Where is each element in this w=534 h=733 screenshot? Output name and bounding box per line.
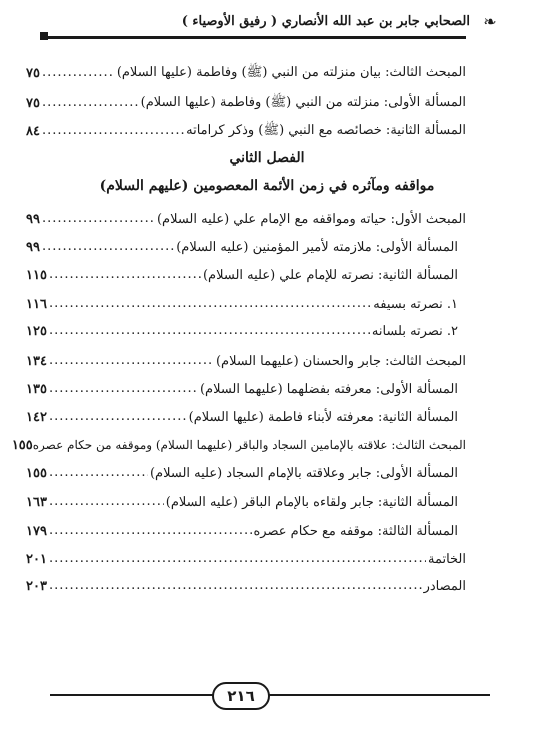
toc-entry bbox=[26, 575, 466, 597]
toc-entry bbox=[26, 548, 466, 570]
toc-entry-label: المسألة الثانية: جابر ولقاءه بالإمام الباقر (عليه السلام) bbox=[165, 494, 458, 510]
dot-leader bbox=[49, 296, 371, 312]
toc-entry-label: المبحث الثالث: بيان منزلته من النبي (ﷺ) وفاطمة (عليها السلام) bbox=[116, 64, 466, 80]
toc-entry-label: المسألة الأولى: معرفته بفضلهما (عليهما السلام) bbox=[199, 381, 458, 397]
dot-leader bbox=[49, 551, 426, 567]
toc-entry-page: ٩٩ bbox=[26, 239, 40, 255]
toc-entry-page: ١١٥ bbox=[26, 267, 47, 283]
toc-entry-label: المسألة الأولى: ملازمته لأمير المؤمنين (عليه السلام) bbox=[176, 239, 458, 255]
toc-entry-label: المسألة الأولى: جابر وعلاقته بالإمام السجاد (عليه السلام) bbox=[149, 465, 458, 481]
toc-entry-label: المبحث الأول: حياته ومواقفه مع الإمام علي (عليه السلام) bbox=[156, 211, 466, 227]
toc-entry bbox=[11, 434, 466, 456]
dot-leader bbox=[49, 267, 201, 283]
toc-entry bbox=[26, 264, 458, 286]
dot-leader bbox=[42, 123, 184, 139]
chapter-subtitle: مواقفه ومآثره في زمن الأئمة المعصومين (عليهم السلام) bbox=[99, 178, 435, 194]
toc-entry-page: ١٧٩ bbox=[26, 523, 47, 539]
toc-entry-page: ١٣٤ bbox=[26, 353, 47, 369]
footer-rule bbox=[50, 694, 490, 696]
toc-entry bbox=[26, 520, 458, 542]
toc-entry-page: ١٢٥ bbox=[26, 323, 47, 339]
toc-entry-label: ٢. نصرته بلسانه bbox=[371, 323, 458, 339]
toc-entry bbox=[26, 92, 466, 114]
dot-leader bbox=[42, 65, 115, 81]
dot-leader bbox=[49, 465, 148, 481]
toc-entry-page: ١١٦ bbox=[26, 296, 47, 312]
toc-entry-label: الخاتمة bbox=[427, 551, 466, 567]
dot-leader bbox=[49, 323, 370, 339]
toc-entry-label: المسألة الثانية: نصرته للإمام علي (عليه السلام) bbox=[202, 267, 458, 283]
toc-entry bbox=[26, 62, 466, 84]
toc-entry bbox=[26, 350, 466, 372]
toc-entry-label: المسألة الأولى: منزلته من النبي (ﷺ) وفاطمة (عليها السلام) bbox=[140, 94, 466, 110]
toc-entry-label: المسألة الثالثة: موقفه مع حكام عصره bbox=[253, 523, 458, 539]
toc-entry-page: ٢٠٣ bbox=[26, 578, 47, 594]
toc-entry-page: ١٥٥ bbox=[11, 437, 33, 453]
toc-entry-page: ١٤٢ bbox=[26, 409, 47, 425]
toc-entry bbox=[26, 236, 458, 258]
toc-entry-page: ٧٥ bbox=[26, 65, 40, 81]
toc-entry bbox=[26, 293, 458, 315]
toc-entry bbox=[26, 120, 466, 142]
toc-entry-label: المبحث الثالث: جابر والحسنان (عليهما السلام) bbox=[215, 353, 466, 369]
dot-leader bbox=[42, 211, 155, 227]
header-ornament-icon: ❧ bbox=[483, 12, 497, 31]
header-rule bbox=[44, 36, 466, 39]
toc-entry-page: ٨٤ bbox=[26, 123, 40, 139]
toc-entry-page: ١٣٥ bbox=[26, 381, 47, 397]
dot-leader bbox=[49, 578, 422, 594]
dot-leader bbox=[49, 409, 187, 425]
dot-leader bbox=[49, 523, 252, 539]
toc-entry-page: ٧٥ bbox=[26, 95, 40, 111]
page-number-badge: ٢١٦ bbox=[212, 682, 270, 710]
toc-entry-page: ١٥٥ bbox=[26, 465, 47, 481]
toc-entry-page: ٢٠١ bbox=[26, 551, 47, 567]
header-rule-end-ornament bbox=[40, 32, 48, 40]
toc-entry-label: المصادر bbox=[423, 578, 466, 594]
running-header-title: الصحابي جابر بن عبد الله الأنصاري ( رفيق الأوصياء ) bbox=[181, 14, 470, 29]
dot-leader bbox=[49, 381, 198, 397]
dot-leader bbox=[49, 494, 164, 510]
toc-entry-label: المسألة الثانية: معرفته لأبناء فاطمة (عليها السلام) bbox=[188, 409, 458, 425]
dot-leader bbox=[42, 95, 139, 111]
toc-entry bbox=[26, 491, 458, 513]
toc-entry bbox=[26, 378, 458, 400]
chapter-title: الفصل الثاني bbox=[229, 150, 305, 166]
toc-entry-label: المبحث الثالث: علاقته بالإمامين السجاد والباقر (عليهما السلام) وموقفه من حكام عصره bbox=[32, 438, 466, 452]
toc-entry bbox=[26, 320, 458, 342]
toc-entry-label: المسألة الثانية: خصائصه مع النبي (ﷺ) وذكر كراماته bbox=[186, 122, 466, 138]
dot-leader bbox=[42, 239, 174, 255]
toc-entry bbox=[26, 406, 458, 428]
dot-leader bbox=[49, 353, 214, 369]
toc-entry-label: ١. نصرته بسيفه bbox=[373, 296, 458, 312]
toc-entry-page: ١٦٣ bbox=[26, 494, 47, 510]
toc-entry bbox=[26, 208, 466, 230]
toc-entry-page: ٩٩ bbox=[26, 211, 40, 227]
toc-entry bbox=[26, 462, 458, 484]
